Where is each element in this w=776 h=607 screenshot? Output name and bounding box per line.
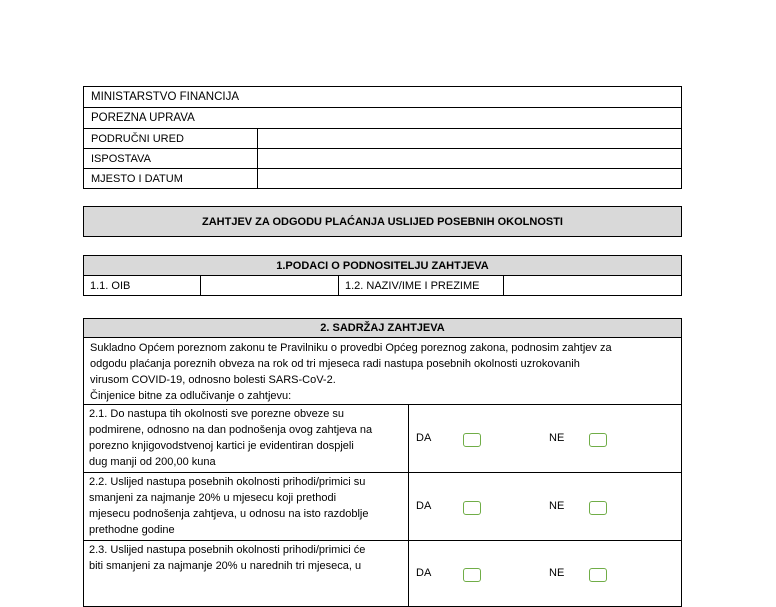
question-line: porezno knjigovodstvenoj kartici je evidentiran dospjeli [89,440,354,452]
no-label: NE [549,566,565,579]
administration-label: POREZNA UPRAVA [84,108,682,129]
no-checkbox[interactable] [589,568,607,582]
regional-office-label: PODRUČNI URED [84,129,258,149]
oib-field[interactable] [201,276,339,296]
answer-cell [409,473,682,541]
name-field[interactable] [504,276,682,296]
question-row [84,541,682,607]
yes-label: DA [416,499,432,512]
request-content-table [83,318,682,607]
yes-checkbox[interactable] [463,433,481,447]
question-row [84,405,682,473]
question-line: prethodne godine [89,524,175,536]
no-label: NE [549,499,565,512]
branch-field[interactable] [258,149,682,169]
question-line: dug manji od 200,00 kuna [89,456,216,468]
answer-cell [409,541,682,607]
question-line: podmirene, odnosno na dan podnošenja ovog zahtjeva na [89,424,373,436]
yes-label: DA [416,431,432,444]
question-line: biti smanjeni za najmanje 20% u narednih tri mjeseca, u [89,560,362,572]
regional-office-field[interactable] [258,129,682,149]
question-line: smanjeni za najmanje 20% u mjesecu koji prethodi [89,492,337,504]
question-text [84,541,409,607]
question-text [84,405,409,473]
office-header-table [83,86,682,189]
intro-line: Činjenice bitne za odlučivanje o zahtjevu: [90,390,292,402]
no-checkbox[interactable] [589,501,607,515]
place-date-field[interactable] [258,169,682,189]
question-line: 2.1. Do nastupa tih okolnosti sve porezne obveze su [89,408,344,420]
answer-cell [409,405,682,473]
no-checkbox[interactable] [589,433,607,447]
intro-line: Sukladno Općem poreznom zakonu te Pravilniku o provedbi Općeg poreznog zakona, podnosim zahtjev za [90,342,612,354]
yes-checkbox[interactable] [463,501,481,515]
question-row [84,473,682,541]
name-label: 1.2. NAZIV/IME I PREZIME [339,276,504,296]
section1-heading: 1.PODACI O PODNOSITELJU ZAHTJEVA [84,256,682,276]
question-line: 2.2. Uslijed nastupa posebnih okolnosti prihodi/primici su [89,476,366,488]
branch-label: ISPOSTAVA [84,149,258,169]
place-date-label: MJESTO I DATUM [84,169,258,189]
applicant-data-table [83,255,682,296]
oib-label: 1.1. OIB [84,276,201,296]
intro-line: odgodu plaćanja poreznih obveza na rok od tri mjeseca radi nastupa posebnih okolnosti uzrokovanih [90,358,580,370]
question-line: 2.3. Uslijed nastupa posebnih okolnosti prihodi/primici će [89,544,366,556]
intro-text [84,338,682,405]
yes-label: DA [416,566,432,579]
section2-heading: 2. SADRŽAJ ZAHTJEVA [84,319,682,338]
question-line: mjesecu podnošenja zahtjeva, u odnosu na isto razdoblje [89,508,369,520]
intro-line: virusom COVID-19, odnosno bolesti SARS-CoV-2. [90,374,336,386]
form-title: ZAHTJEV ZA ODGODU PLAĆANJA USLIJED POSEBNIH OKOLNOSTI [83,206,682,237]
ministry-label: MINISTARSTVO FINANCIJA [84,87,682,108]
yes-checkbox[interactable] [463,568,481,582]
question-text [84,473,409,541]
no-label: NE [549,431,565,444]
